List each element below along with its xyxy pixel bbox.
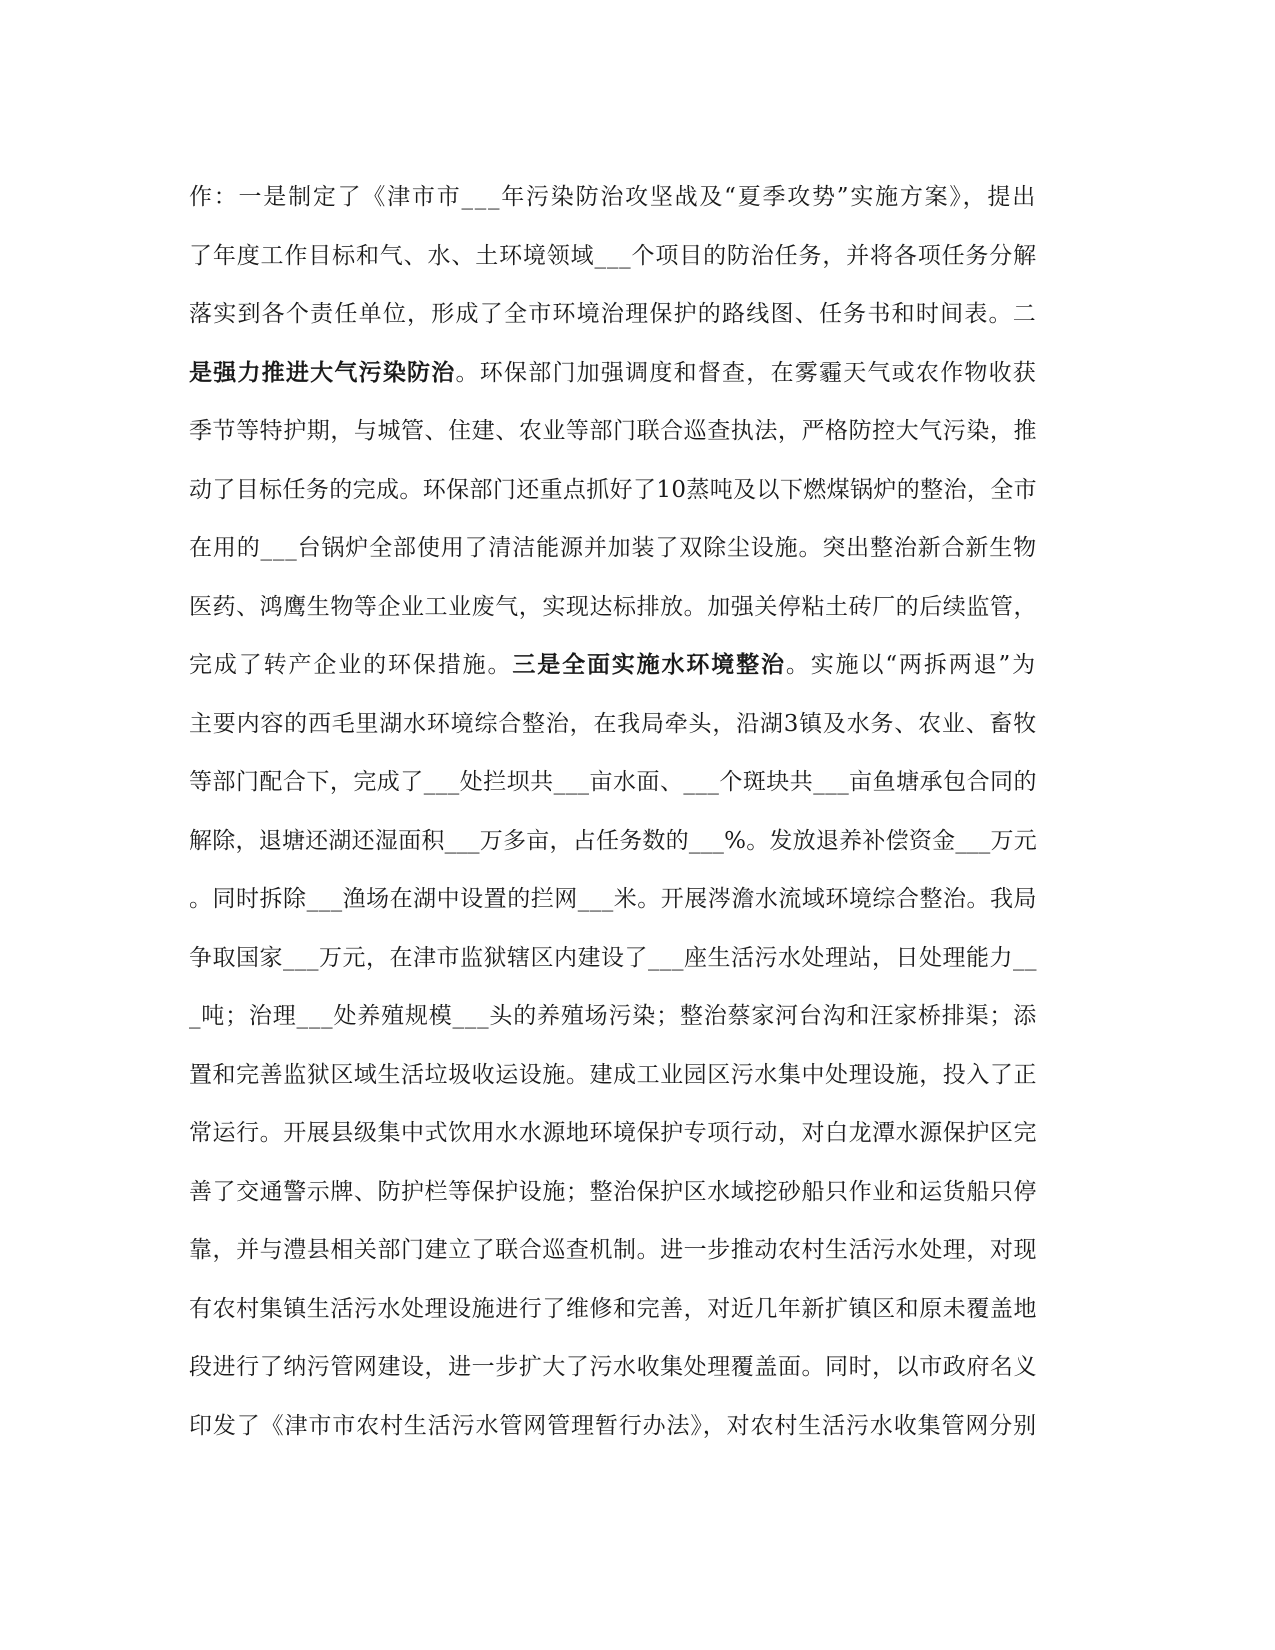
text-line xyxy=(189,753,1089,812)
body-text-segment: 医药、鸿鹰生物等企业工业废气，实现达标排放。加强关停粘土砖厂的后续监管， xyxy=(189,593,1038,620)
body-text-segment: 主要内容的西毛里湖水环境综合整治，在我局牵头，沿湖3镇及水务、农业、畜牧 xyxy=(189,710,1038,737)
text-line xyxy=(189,285,1089,344)
body-text-segment: 有农村集镇生活污水处理设施进行了维修和完善，对近几年新扩镇区和原未覆盖地 xyxy=(189,1295,1038,1322)
text-line xyxy=(189,168,1089,227)
text-line xyxy=(189,636,1089,695)
text-line xyxy=(189,987,1089,1046)
text-line xyxy=(189,519,1089,578)
body-text-segment: 动了目标任务的完成。环保部门还重点抓好了10蒸吨及以下燃煤锅炉的整治，全市 xyxy=(189,476,1037,503)
body-text-segment: 。实施以“两拆两退”为 xyxy=(785,652,1038,678)
body-text-segment: 印发了《津市市农村生活污水管网管理暂行办法》，对农村生活污水收集管网分别 xyxy=(189,1412,1037,1439)
body-text-segment: 善了交通警示牌、防护栏等保护设施；整治保护区水域挖砂船只作业和运货船只停 xyxy=(189,1178,1038,1205)
body-text-segment: 置和完善监狱区域生活垃圾收运设施。建成工业园区污水集中处理设施，投入了正 xyxy=(189,1061,1038,1088)
text-line xyxy=(189,929,1089,988)
text-line xyxy=(189,1221,1089,1280)
body-text-segment: 争取国家___万元，在津市监狱辖区内建设了___座生活污水处理站，日处理能力__ xyxy=(189,944,1037,971)
bold-heading-text: 是强力推进大气污染防治 xyxy=(189,358,456,386)
body-text-segment: 落实到各个责任单位，形成了全市环境治理保护的路线图、任务书和时间表。二 xyxy=(189,301,1038,327)
body-text-segment: 常运行。开展县级集中式饮用水水源地环境保护专项行动，对白龙潭水源保护区完 xyxy=(189,1120,1038,1146)
text-line xyxy=(189,1046,1089,1105)
body-text-segment: 季节等特护期，与城管、住建、农业等部门联合巡查执法，严格防控大气污染，推 xyxy=(189,418,1038,444)
text-line xyxy=(189,1280,1089,1339)
text-line xyxy=(189,402,1089,461)
text-line xyxy=(189,1338,1089,1397)
text-line xyxy=(189,344,1089,403)
body-text-segment: _吨；治理___处养殖规模___头的养殖场污染；整治蔡家河台沟和汪家桥排渠；添 xyxy=(189,1003,1038,1029)
body-text-segment: 完成了转产企业的环保措施。 xyxy=(189,652,513,678)
body-text xyxy=(189,168,1089,1455)
body-text-segment: 等部门配合下，完成了___处拦坝共___亩水面、___个斑块共___亩鱼塘承包合同的 xyxy=(189,769,1037,795)
body-text-segment: 在用的___台锅炉全部使用了清洁能源并加装了双除尘设施。突出整治新合新生物 xyxy=(189,535,1037,561)
body-text-segment: 解除，退塘还湖还湿面积___万多亩，占任务数的___%。发放退养补偿资金___万元 xyxy=(189,827,1037,854)
body-text-segment: 靠，并与澧县相关部门建立了联合巡查机制。进一步推动农村生活污水处理，对现 xyxy=(189,1237,1038,1263)
body-text-segment: 。同时拆除___渔场在湖中设置的拦网___米。开展涔澹水流域环境综合整治。我局 xyxy=(189,886,1038,912)
text-line xyxy=(189,227,1089,286)
text-line xyxy=(189,578,1089,637)
text-line xyxy=(189,1163,1089,1222)
text-line xyxy=(189,695,1089,754)
text-line xyxy=(189,461,1089,520)
bold-heading-text: 三是全面实施水环境整治 xyxy=(512,651,786,678)
text-line xyxy=(189,1104,1089,1163)
body-text-segment: 了年度工作目标和气、水、土环境领域___个项目的防治任务，并将各项任务分解 xyxy=(189,242,1037,269)
body-text-segment: 。环保部门加强调度和督查，在雾霾天气或农作物收获 xyxy=(455,359,1038,386)
body-text-segment: 作：一是制定了《津市市___年污染防治攻坚战及“夏季攻势”实施方案》，提出 xyxy=(189,184,1037,210)
text-line xyxy=(189,870,1089,929)
body-text-segment: 段进行了纳污管网建设，进一步扩大了污水收集处理覆盖面。同时，以市政府名义 xyxy=(189,1354,1038,1380)
text-line xyxy=(189,1397,1089,1456)
text-line xyxy=(189,812,1089,871)
